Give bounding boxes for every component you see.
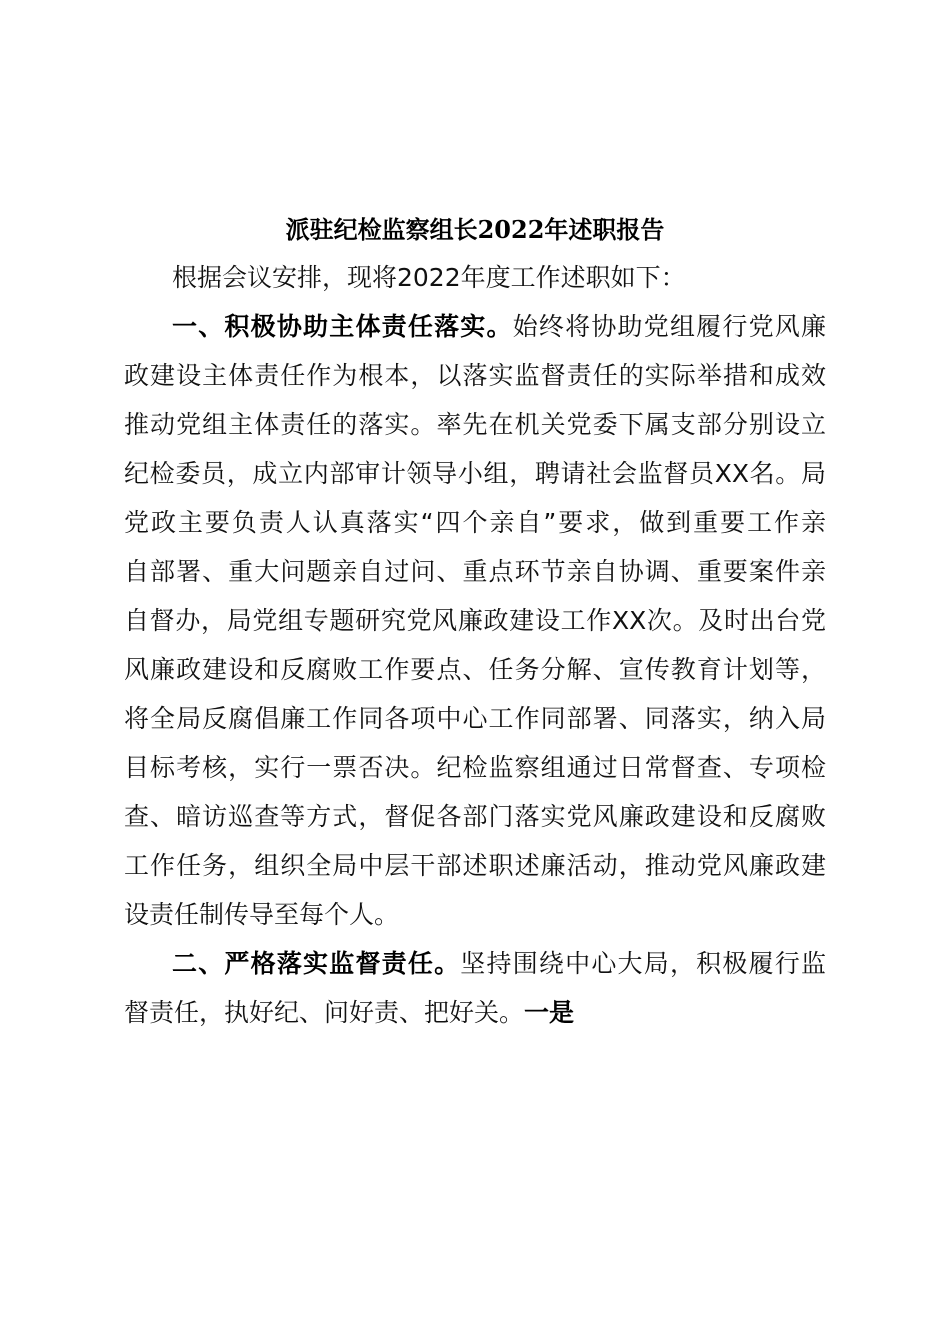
section-1-line: 查、暗访巡查等方式，督促各部门落实党风廉政建设和反腐败 [124,802,826,831]
section-1-heading: 一、积极协助主体责任落实。 [172,312,513,341]
section-1-first-line [172,307,826,347]
section-1-line: 目标考核，实行一票否决。纪检监察组通过日常督查、专项检 [124,753,826,782]
section-2-first-line [172,944,826,984]
section-1-line: 纪检委员，成立内部审计领导小组，聘请社会监督员XX名。局 [124,459,826,488]
section-1-text: 始终将协助党组履行党风廉 [512,312,826,341]
section-1-line: 自督办，局党组专题研究党风廉政建设工作XX次。及时出台党 [124,606,826,635]
section-1-line: 政建设主体责任作为根本，以落实监督责任的实际举措和成效 [124,361,826,390]
section-1-line: 设责任制传导至每个人。 [124,900,400,929]
section-1-line: 党政主要负责人认真落实“四个亲自”要求，做到重要工作亲 [124,508,826,537]
section-1-line: 将全局反腐倡廉工作同各项中心工作同部署、同落实，纳入局 [124,704,826,733]
document-title: 派驻纪检监察组长2022年述职报告 [285,215,665,244]
section-1-line: 工作任务，组织全局中层干部述职述廉活动，推动党风廉政建 [124,851,826,880]
section-2-text: 督责任，执好纪、问好责、把好关。 [124,998,525,1027]
section-2-last-line [124,993,826,1033]
section-2-text: 坚持围绕中心大局，积极履行监 [460,949,826,978]
section-2-heading: 二、严格落实监督责任。 [172,949,461,978]
section-2-trailing-bold: 一是 [524,998,575,1027]
section-1-line: 自部署、重大问题亲自过问、重点环节亲自协调、重要案件亲 [124,557,826,586]
section-1-line: 推动党组主体责任的落实。率先在机关党委下属支部分别设立 [124,410,826,439]
section-1-line: 风廉政建设和反腐败工作要点、任务分解、宣传教育计划等， [124,655,826,684]
intro-paragraph: 根据会议安排，现将2022年度工作述职如下： [172,263,686,292]
